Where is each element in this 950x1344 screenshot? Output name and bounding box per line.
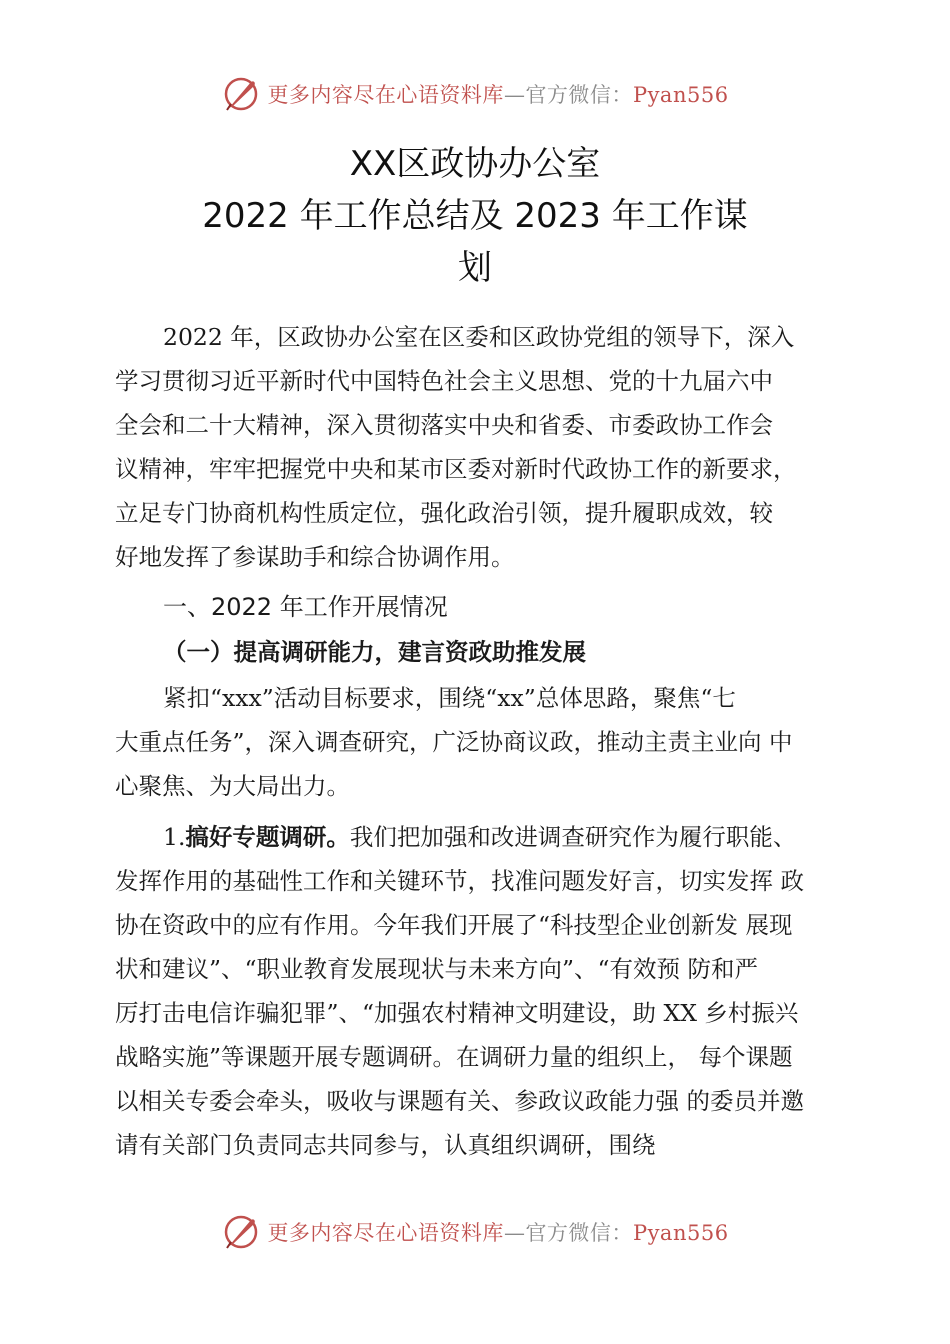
- intro-line: 立足专门协商机构性质定位，强化政治引领，提升履职成效，较: [115, 499, 773, 527]
- intro-line: 2022 年，区政协办公室在区委和区政协党组的领导下，深入: [163, 323, 795, 351]
- item-line: 发挥作用的基础性工作和关键环节，找准问题发好言，切实发挥 政: [115, 867, 804, 895]
- watermark-text: [267, 79, 728, 109]
- subsection-heading: （一）提高调研能力，建言资政助推发展: [163, 638, 586, 666]
- item-number: 1.: [163, 823, 186, 851]
- watermark-brand: 更多内容尽在心语资料库: [267, 83, 504, 107]
- item-first-line-text: 我们把加强和改进调查研究作为履行职能、: [349, 823, 797, 851]
- watermark-contact-label: 官方微信：: [525, 1221, 633, 1245]
- watermark-text: [267, 1217, 728, 1247]
- watermark-contact-label: 官方微信：: [525, 83, 633, 107]
- intro-line: 全会和二十大精神，深入贯彻落实中央和省委、市委政协工作会: [115, 411, 773, 439]
- item-line: 请有关部门负责同志共同参与，认真组织调研，围绕: [115, 1131, 656, 1159]
- paragraph-line: 紧扣“xxx”活动目标要求，围绕“xx”总体思路，聚焦“七: [163, 684, 736, 712]
- document-title-line-2: 2022 年工作总结及 2023 年工作谋: [202, 196, 748, 236]
- item-line: 以相关专委会牵头，吸收与课题有关、参政议政能力强 的委员并邀: [115, 1087, 804, 1115]
- paragraph-line: 大重点任务”，深入调查研究，广泛协商议政，推动主责主业向 中: [115, 728, 793, 756]
- item-line: 状和建议”、“职业教育发展现状与未来方向”、“有效预 防和严: [115, 955, 759, 983]
- watermark-contact-id: Pyan556: [632, 83, 729, 107]
- watermark-dash: —: [503, 1221, 526, 1245]
- item-line: 协在资政中的应有作用。今年我们开展了“科技型企业创新发 展现: [115, 911, 793, 939]
- document-title-line-1: XX区政协办公室: [349, 144, 601, 184]
- paragraph-line: 心聚焦、为大局出力。: [115, 772, 350, 800]
- watermark-brand: 更多内容尽在心语资料库: [267, 1221, 504, 1245]
- section-heading: 一、2022 年工作开展情况: [163, 593, 448, 621]
- watermark-contact-id: Pyan556: [632, 1221, 729, 1245]
- intro-line: 好地发挥了参谋助手和综合协调作用。: [115, 543, 515, 571]
- item-title: 搞好专题调研。: [185, 823, 350, 851]
- item-first-line: [163, 822, 796, 852]
- intro-line: 学习贯彻习近平新时代中国特色社会主义思想、党的十九届六中: [115, 367, 773, 395]
- document-title-line-3: 划: [458, 248, 492, 288]
- item-line: 厉打击电信诈骗犯罪”、“加强农村精神文明建设，助 XX 乡村振兴: [115, 999, 799, 1027]
- item-line: 战略实施”等课题开展专题调研。在调研力量的组织上， 每个课题: [115, 1043, 793, 1071]
- quill-pen-logo-icon: [221, 74, 261, 114]
- footer-watermark: [0, 1210, 950, 1254]
- header-watermark: [0, 72, 950, 116]
- intro-line: 议精神，牢牢把握党中央和某市区委对新时代政协工作的新要求，: [115, 455, 797, 483]
- watermark-dash: —: [503, 83, 526, 107]
- quill-pen-logo-icon: [221, 1212, 261, 1252]
